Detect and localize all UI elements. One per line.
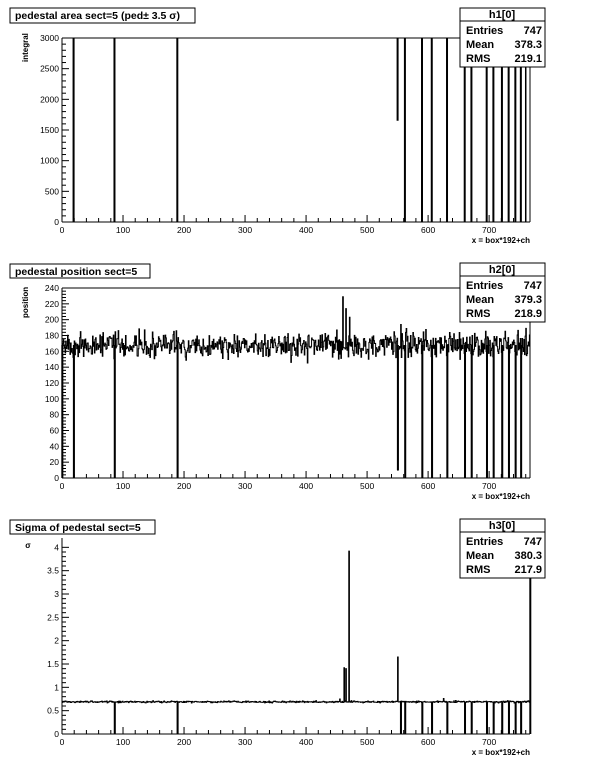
stats-label-rms: RMS [466, 564, 491, 576]
y-tick-label: 60 [49, 425, 59, 436]
x-tick-label: 400 [298, 737, 314, 747]
x-tick-label: 400 [298, 481, 314, 491]
y-tick-label: 3.5 [47, 565, 59, 576]
x-tick-label: 600 [421, 737, 436, 747]
y-tick-label: 0 [54, 473, 59, 483]
stats-value-rms: 217.9 [514, 564, 542, 576]
x-tick-label: 200 [176, 225, 192, 235]
stats-label-entries: Entries [466, 25, 504, 37]
stats-label-entries: Entries [466, 280, 504, 292]
y-tick-label: 3 [54, 589, 59, 599]
x-tick-label: 100 [115, 737, 131, 747]
y-tick-label: 2500 [40, 63, 59, 74]
stats-histogram-name: h3[0] [488, 520, 516, 532]
y-tick-label: 0 [54, 729, 59, 739]
x-tick-label: 500 [359, 481, 375, 491]
title-box [10, 8, 195, 23]
x-tick-label: 200 [176, 481, 192, 491]
panel-title: Sigma of pedestal sect=5 [15, 522, 141, 534]
x-tick-label: 600 [421, 481, 436, 491]
stats-box [460, 8, 545, 67]
x-tick-label: 700 [482, 481, 497, 491]
y-axis-title: position [21, 286, 30, 318]
y-tick-label: 140 [44, 362, 59, 373]
y-axis-title: integral [21, 33, 30, 62]
stats-box [460, 519, 545, 578]
stats-label-entries: Entries [466, 536, 504, 548]
y-tick-label: 80 [49, 409, 59, 420]
y-tick-label: 0.5 [47, 705, 59, 716]
y-tick-label: 100 [44, 393, 59, 404]
y-tick-label: 4 [54, 542, 59, 553]
stats-value-rms: 219.1 [514, 53, 542, 65]
x-tick-label: 500 [359, 737, 375, 747]
x-tick-label: 100 [115, 481, 131, 491]
y-tick-label: 0 [54, 217, 59, 227]
x-tick-label: 700 [482, 737, 497, 747]
stats-box [460, 263, 545, 322]
title-box [10, 520, 155, 534]
stats-value-entries: 747 [523, 25, 542, 37]
y-tick-label: 1 [54, 682, 59, 693]
stats-value-rms: 218.9 [514, 308, 542, 320]
x-tick-label: 500 [359, 225, 375, 235]
y-tick-label: 2.5 [47, 612, 59, 623]
y-tick-label: 1500 [40, 125, 59, 135]
y-tick-label: 2 [54, 635, 59, 646]
x-tick-label: 0 [59, 225, 65, 235]
x-tick-label: 100 [115, 225, 131, 235]
x-tick-label: 200 [176, 737, 192, 747]
stats-label-mean: Mean [466, 550, 495, 562]
x-tick-label: 400 [298, 225, 314, 235]
x-axis-title: x = box*192+ch [471, 492, 530, 501]
stats-label-mean: Mean [466, 39, 495, 51]
y-tick-label: 1.5 [47, 659, 59, 669]
panel-title: pedestal area sect=5 (ped± 3.5 σ) [15, 10, 180, 22]
y-tick-label: 240 [44, 283, 59, 293]
stats-value-mean: 379.3 [514, 294, 542, 306]
stats-value-entries: 747 [523, 280, 542, 292]
y-tick-label: 220 [44, 298, 59, 309]
title-box [10, 264, 150, 278]
x-tick-label: 300 [237, 737, 253, 747]
y-tick-label: 1000 [40, 155, 59, 166]
stats-label-rms: RMS [466, 308, 491, 320]
stats-label-mean: Mean [466, 294, 495, 306]
y-tick-label: 2000 [40, 94, 59, 105]
y-tick-label: 20 [49, 457, 59, 468]
y-axis-title: σ [25, 541, 31, 550]
stats-value-mean: 380.3 [514, 550, 542, 562]
y-tick-label: 500 [44, 186, 59, 197]
x-tick-label: 0 [59, 737, 65, 747]
y-tick-label: 40 [49, 441, 59, 452]
x-axis-title: x = box*192+ch [471, 236, 530, 245]
y-tick-label: 200 [44, 314, 59, 325]
x-tick-label: 600 [421, 225, 436, 235]
x-tick-label: 300 [237, 481, 253, 491]
x-tick-label: 700 [482, 225, 497, 235]
panel-title: pedestal position sect=5 [15, 266, 138, 278]
stats-value-entries: 747 [523, 536, 542, 548]
y-tick-label: 180 [44, 330, 59, 341]
stats-histogram-name: h2[0] [488, 264, 516, 276]
x-tick-label: 0 [59, 481, 65, 491]
stats-label-rms: RMS [466, 53, 491, 65]
stats-value-mean: 378.3 [514, 39, 542, 51]
x-tick-label: 300 [237, 225, 253, 235]
stats-histogram-name: h1[0] [488, 9, 516, 21]
y-tick-label: 3000 [40, 33, 59, 43]
x-axis-title: x = box*192+ch [471, 748, 530, 757]
y-tick-label: 160 [44, 346, 59, 357]
y-tick-label: 120 [44, 378, 59, 388]
